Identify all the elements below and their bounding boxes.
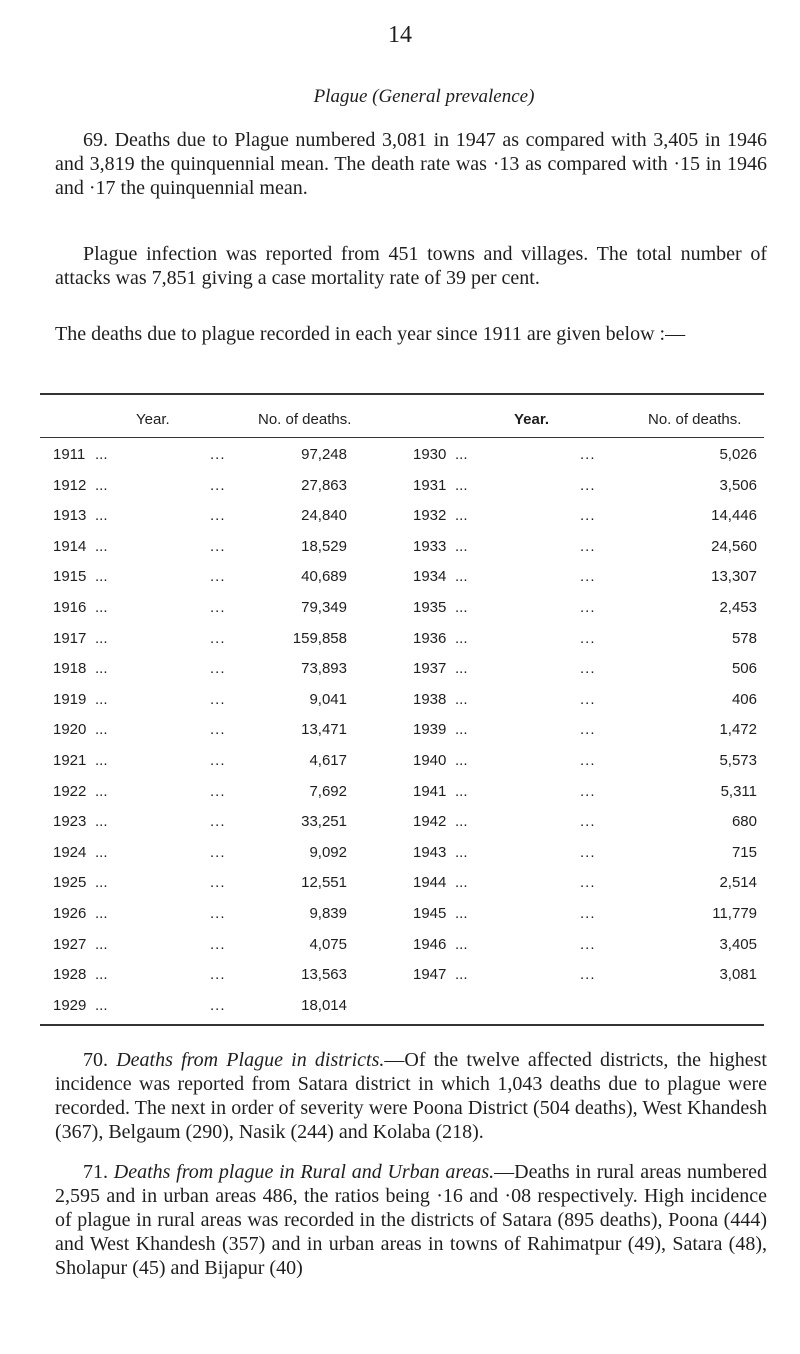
table-row [0, 477, 800, 505]
year-cell-left: 1918 [53, 660, 87, 678]
paragraph-infection: Plague infection was reported from 451 towns and villages. The total number of attacks was 7,851 giving a case mortality rate of 39 per cent. [55, 243, 767, 289]
paragraph-number: 70. [83, 1049, 108, 1071]
leader-dots-right: ... [580, 537, 596, 555]
table-bottom-rule [40, 1024, 764, 1026]
deaths-cell-left: 4,075 [309, 935, 347, 953]
deaths-cell-right: 715 [731, 843, 757, 861]
year-cell-left: 1923 [53, 813, 87, 831]
year-cell-right: 1943 [413, 843, 447, 861]
leader-dots-left: ... [210, 721, 226, 739]
year-cell-right: 1946 [413, 935, 447, 953]
year-cell-left: 1928 [53, 966, 87, 984]
leader-dots-left: ... [210, 874, 226, 892]
deaths-cell-left: 9,092 [309, 843, 347, 861]
paragraph-heading: Deaths from plague in Rural and Urban areas. [113, 1161, 495, 1183]
leader-dots-left: ... [210, 966, 226, 984]
year-cell-right: 1933 [413, 537, 447, 555]
leader-dots-year: ... [95, 813, 108, 831]
leader-dots-year: ... [95, 935, 108, 953]
leader-dots-year: ... [455, 476, 468, 494]
deaths-cell-left: 159,858 [292, 629, 347, 647]
leader-dots-right: ... [580, 446, 596, 463]
leader-dots-year: ... [455, 905, 468, 922]
table-row [0, 538, 800, 566]
leader-dots-year: ... [455, 752, 468, 769]
leader-dots-year: ... [95, 476, 108, 494]
leader-dots-year: ... [95, 507, 108, 525]
header-year-left: Year. [136, 411, 170, 428]
table-row [0, 568, 800, 596]
leader-dots-year: ... [455, 721, 468, 739]
deaths-cell-right: 506 [731, 660, 757, 678]
deaths-cell-left: 24,840 [301, 507, 347, 525]
table-row [0, 966, 800, 994]
table-header [0, 411, 800, 433]
leader-dots-year: ... [95, 537, 108, 555]
year-cell-right: 1936 [413, 629, 447, 647]
leader-dots-right: ... [580, 507, 596, 525]
leader-dots-right: ... [580, 874, 596, 892]
year-cell-right: 1931 [413, 476, 447, 494]
table-row [0, 630, 800, 658]
deaths-cell-right: 3,081 [719, 966, 757, 984]
leader-dots-year: ... [95, 721, 108, 739]
deaths-cell-right: 14,446 [711, 507, 757, 525]
year-cell-left: 1915 [53, 568, 87, 586]
deaths-cell-right: 680 [731, 813, 757, 831]
table-top-rule [40, 393, 764, 395]
table-row [0, 660, 800, 688]
table-row [0, 844, 800, 872]
leader-dots-year: ... [95, 446, 108, 463]
year-cell-right: 1944 [413, 874, 447, 892]
leader-dots-right: ... [580, 843, 596, 861]
leader-dots-left: ... [210, 782, 226, 800]
year-cell-left: 1929 [53, 996, 87, 1014]
table-row [0, 997, 800, 1025]
leader-dots-right: ... [580, 905, 596, 922]
table-row [0, 874, 800, 902]
header-deaths-right: No. of deaths. [648, 411, 742, 428]
year-cell-right: 1945 [413, 905, 447, 922]
table-row [0, 507, 800, 535]
year-cell-right: 1941 [413, 782, 447, 800]
year-cell-left: 1917 [53, 629, 87, 647]
deaths-cell-right: 3,506 [719, 476, 757, 494]
deaths-cell-left: 97,248 [301, 446, 347, 463]
year-cell-right: 1940 [413, 752, 447, 769]
leader-dots-left: ... [210, 446, 226, 463]
deaths-cell-left: 9,041 [309, 690, 347, 708]
leader-dots-right: ... [580, 660, 596, 678]
leader-dots-right: ... [580, 721, 596, 739]
paragraph-deaths-intro: The deaths due to plague recorded in each year since 1911 are given below :— [55, 323, 686, 345]
deaths-cell-right: 2,453 [719, 599, 757, 616]
year-cell-left: 1920 [53, 721, 87, 739]
deaths-cell-left: 7,692 [309, 782, 347, 800]
table-row [0, 446, 800, 474]
paragraph-69 [55, 128, 767, 200]
leader-dots-year: ... [95, 568, 108, 586]
leader-dots-year: ... [95, 660, 108, 678]
year-cell-left: 1913 [53, 507, 87, 525]
year-cell-left: 1916 [53, 599, 87, 616]
paragraph-70 [55, 1048, 767, 1144]
leader-dots-year: ... [455, 782, 468, 800]
deaths-cell-left: 73,893 [301, 660, 347, 678]
year-cell-right: 1930 [413, 446, 447, 463]
paragraph-number: 69. [83, 129, 108, 151]
deaths-cell-right: 5,026 [719, 446, 757, 463]
deaths-cell-right: 24,560 [711, 537, 757, 555]
deaths-cell-left: 79,349 [301, 599, 347, 616]
leader-dots-right: ... [580, 629, 596, 647]
deaths-cell-left: 13,563 [301, 966, 347, 984]
year-cell-right: 1935 [413, 599, 447, 616]
leader-dots-left: ... [210, 660, 226, 678]
leader-dots-right: ... [580, 782, 596, 800]
deaths-cell-left: 9,839 [309, 905, 347, 922]
year-cell-right: 1938 [413, 690, 447, 708]
deaths-cell-left: 12,551 [301, 874, 347, 892]
paragraph-text: —Deaths in rural areas numbered 2,595 and in urban areas 486, the ratios being ·16 and ·08 respectively. High incidence of plague in rural areas was recorded in the districts of Satara (895 deaths), Poona (444) and West Khandesh (357) and in urban areas in towns of Rahimatpur (49), Satara (48), Sholapur (45) and Bijapur (40) [55, 1161, 767, 1279]
year-cell-right: 1934 [413, 568, 447, 586]
leader-dots-year: ... [455, 874, 468, 892]
leader-dots-year: ... [455, 935, 468, 953]
year-cell-left: 1914 [53, 537, 87, 555]
deaths-cell-right: 13,307 [711, 568, 757, 586]
leader-dots-left: ... [210, 507, 226, 525]
leader-dots-year: ... [455, 599, 468, 616]
deaths-cell-left: 40,689 [301, 568, 347, 586]
leader-dots-year: ... [95, 752, 108, 769]
paragraph-number: 71. [83, 1161, 108, 1183]
year-cell-right: 1939 [413, 721, 447, 739]
leader-dots-left: ... [210, 905, 226, 922]
deaths-cell-right: 2,514 [719, 874, 757, 892]
table-row [0, 752, 800, 780]
deaths-cell-right: 11,779 [712, 905, 757, 922]
leader-dots-right: ... [580, 813, 596, 831]
deaths-cell-left: 13,471 [301, 721, 347, 739]
year-cell-right: 1942 [413, 813, 447, 831]
deaths-cell-right: 5,573 [719, 752, 757, 769]
year-cell-left: 1922 [53, 782, 87, 800]
leader-dots-left: ... [210, 996, 226, 1014]
year-cell-left: 1919 [53, 690, 87, 708]
table-row [0, 905, 800, 933]
paragraph-71 [55, 1160, 767, 1280]
leader-dots-year: ... [95, 599, 108, 616]
page-number: 14 [388, 22, 412, 48]
header-year-right: Year. [514, 411, 550, 428]
year-cell-left: 1924 [53, 843, 87, 861]
year-cell-left: 1926 [53, 905, 87, 922]
leader-dots-year: ... [455, 507, 468, 525]
leader-dots-year: ... [455, 966, 468, 984]
paragraph-text: Deaths due to Plague numbered 3,081 in 1947 as compared with 3,405 in 1946 and 3,819 the quinquennial mean. The death rate was ·13 as compared with ·15 in 1946 and ·17 the quinquennial mean. [55, 129, 767, 199]
leader-dots-right: ... [580, 476, 596, 494]
year-cell-left: 1911 [53, 446, 86, 463]
leader-dots-year: ... [455, 660, 468, 678]
leader-dots-year: ... [455, 843, 468, 861]
year-cell-right: 1937 [413, 660, 447, 678]
paragraph-text: —Of the twelve affected districts, the highest incidence was reported from Satara district in which 1,043 deaths due to plague were recorded. The next in order of severity were Poona District (504 deaths), West Khandesh (367), Belgaum (290), Nasik (244) and Kolaba (218). [55, 1049, 767, 1143]
year-cell-right: 1947 [413, 966, 447, 984]
year-cell-left: 1925 [53, 874, 87, 892]
year-cell-left: 1912 [53, 476, 87, 494]
leader-dots-year: ... [455, 629, 468, 647]
deaths-cell-left: 33,251 [301, 813, 347, 831]
year-cell-left: 1927 [53, 935, 87, 953]
deaths-cell-right: 406 [731, 690, 757, 708]
section-title: Plague (General prevalence) [313, 86, 535, 107]
leader-dots-left: ... [210, 568, 226, 586]
leader-dots-right: ... [580, 690, 596, 708]
leader-dots-right: ... [580, 599, 596, 616]
deaths-cell-left: 18,014 [301, 996, 347, 1014]
year-cell-right: 1932 [413, 507, 447, 525]
leader-dots-right: ... [580, 568, 596, 586]
leader-dots-year: ... [95, 629, 108, 647]
leader-dots-right: ... [580, 752, 596, 769]
leader-dots-left: ... [210, 843, 226, 861]
leader-dots-left: ... [210, 629, 226, 647]
leader-dots-year: ... [95, 782, 108, 800]
leader-dots-left: ... [210, 537, 226, 555]
deaths-cell-right: 3,405 [719, 935, 757, 953]
leader-dots-right: ... [580, 935, 596, 953]
deaths-cell-left: 27,863 [301, 476, 347, 494]
leader-dots-left: ... [210, 935, 226, 953]
table-row [0, 721, 800, 749]
deaths-cell-right: 1,472 [719, 721, 757, 739]
table-row [0, 691, 800, 719]
leader-dots-year: ... [455, 446, 468, 463]
leader-dots-left: ... [210, 813, 226, 831]
leader-dots-left: ... [210, 690, 226, 708]
deaths-cell-left: 18,529 [301, 537, 347, 555]
leader-dots-year: ... [95, 966, 108, 984]
leader-dots-left: ... [210, 476, 226, 494]
year-cell-left: 1921 [53, 752, 87, 769]
leader-dots-right: ... [580, 966, 596, 984]
header-deaths-left: No. of deaths. [258, 411, 352, 428]
table-row [0, 936, 800, 964]
table-row [0, 813, 800, 841]
table-row [0, 783, 800, 811]
leader-dots-year: ... [95, 996, 108, 1014]
leader-dots-year: ... [455, 568, 468, 586]
table-row [0, 599, 800, 627]
leader-dots-year: ... [455, 537, 468, 555]
table-header-rule [40, 437, 764, 438]
deaths-cell-right: 578 [731, 629, 757, 647]
paragraph-heading: Deaths from Plague in districts. [116, 1049, 385, 1071]
leader-dots-year: ... [95, 843, 108, 861]
leader-dots-year: ... [95, 874, 108, 892]
leader-dots-year: ... [95, 690, 108, 708]
deaths-cell-left: 4,617 [309, 752, 347, 769]
leader-dots-year: ... [455, 690, 468, 708]
leader-dots-left: ... [210, 599, 226, 616]
leader-dots-left: ... [210, 752, 226, 769]
deaths-cell-right: 5,311 [720, 782, 757, 800]
leader-dots-year: ... [455, 813, 468, 831]
leader-dots-year: ... [95, 905, 108, 922]
